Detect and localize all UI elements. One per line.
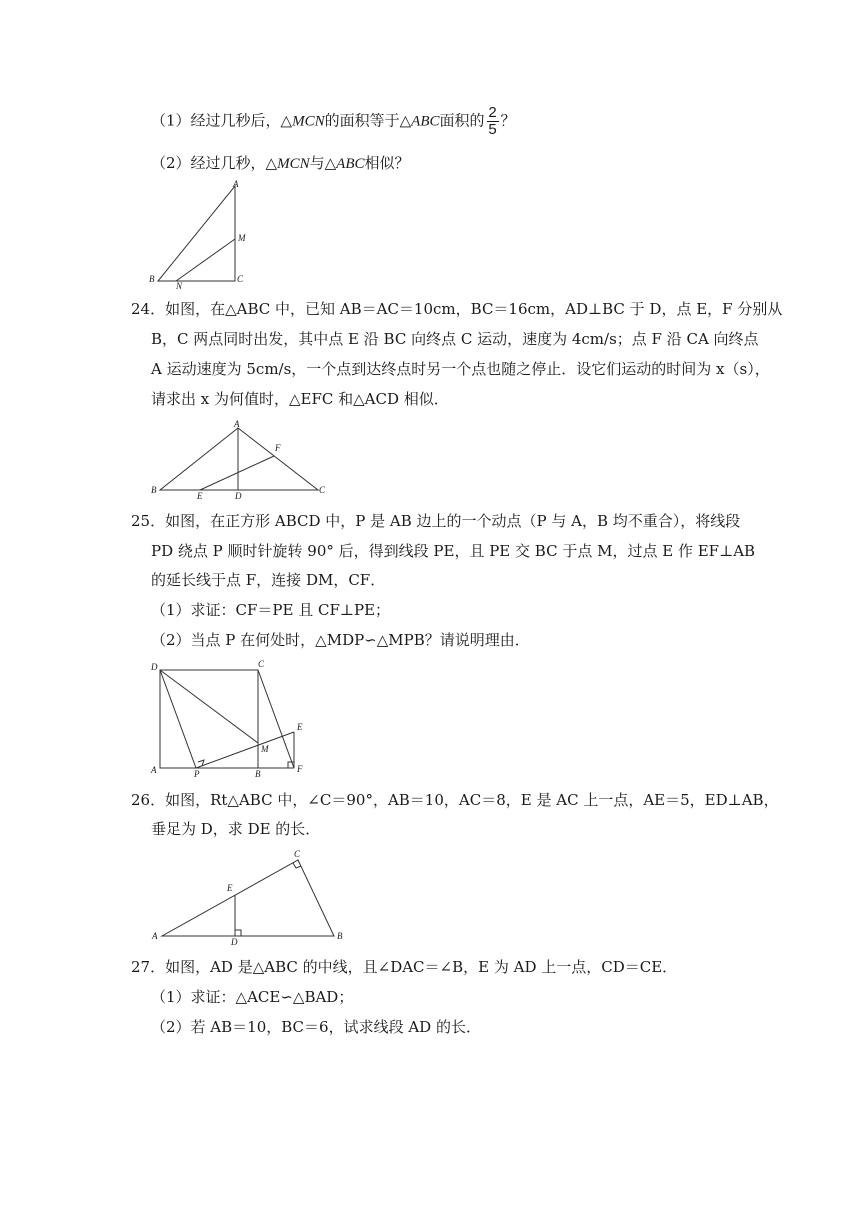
q25-line-1: 25．如图，在正方形 ABCD 中，P 是 AB 边上的一个动点（P 与 A，B 均不重合），将线段 — [131, 512, 741, 530]
q25-label-p: P — [194, 769, 200, 779]
fraction-denominator: 5 — [488, 121, 497, 138]
q24-triangle — [160, 428, 318, 490]
q25-label-m: M — [261, 744, 269, 754]
q26-figure — [148, 848, 348, 948]
q24-label-e: E — [197, 491, 203, 501]
q23-part1-mid: 的面积等于△ — [324, 111, 412, 130]
q25-label-d: D — [151, 662, 158, 672]
q26-line-2: 垂足为 D，求 DE 的长． — [151, 820, 321, 838]
q23-part1-pre: （1）经过几秒后，△ — [151, 111, 293, 130]
q23-label-a: A — [233, 179, 239, 189]
q23-part2-post: 相似？ — [364, 154, 410, 172]
q25-figure — [148, 658, 318, 780]
q24-line-2: B，C 两点同时出发，其中点 E 沿 BC 向终点 C 运动，速度为 4cm/s；点 F 沿 CA 向终点 — [151, 330, 759, 348]
q23-part1-t2: ABC — [411, 113, 440, 130]
q23-part2-mid: 与△ — [309, 154, 337, 172]
q23-part1 — [151, 106, 516, 137]
q23-label-n: N — [176, 281, 183, 291]
q26-label-e: E — [227, 883, 233, 893]
q25-line-4: （1）求证：CF＝PE 且 CF⊥PE； — [151, 601, 391, 619]
q25-label-c: C — [258, 659, 265, 669]
q23-part1-post: 面积的 — [439, 111, 485, 130]
q23-segment-mn — [176, 239, 235, 281]
q24-label-f: F — [275, 443, 281, 453]
q23-label-c: C — [237, 274, 244, 284]
q23-part2 — [151, 152, 410, 175]
q24-segment-ef — [200, 456, 274, 490]
q25-label-e: E — [297, 722, 303, 732]
q27-line-3: （2）若 AB＝10，BC＝6，试求线段 AD 的长． — [151, 1018, 481, 1036]
q23-part2-pre: （2）经过几秒，△ — [151, 154, 278, 172]
q25-square — [160, 670, 258, 768]
q25-label-a: A — [151, 765, 157, 775]
q24-line-1: 24．如图，在△ABC 中，已知 AB＝AC＝10cm，BC＝16cm，AD⊥BC 于 D，点 E，F 分别从 — [131, 300, 783, 318]
fraction-two-fifths — [487, 106, 499, 137]
q27-line-2: （1）求证：△ACE∽△BAD； — [151, 988, 354, 1006]
q25-label-f: F — [297, 764, 303, 774]
q24-label-c: C — [319, 485, 326, 495]
q24-label-d: D — [235, 491, 242, 501]
q26-label-c: C — [294, 849, 301, 859]
q26-label-d: D — [231, 937, 238, 947]
q23-label-b: B — [149, 274, 155, 284]
q25-line-3: 的延长线于点 F，连接 DM，CF． — [151, 571, 386, 589]
q23-figure — [140, 178, 260, 290]
q24-figure — [148, 418, 338, 500]
q23-part2-t2: ABC — [336, 156, 365, 172]
q23-part2-t1: MCN — [277, 156, 310, 172]
q23-label-m: M — [238, 233, 246, 243]
q24-line-3: A 运动速度为 5cm/s，一个点到达终点时另一个点也随之停止．设它们运动的时间为 x（s）， — [151, 360, 770, 378]
q25-line-2: PD 绕点 P 顺时针旋转 90° 后，得到线段 PE，且 PE 交 BC 于点 M，过点 E 作 EF⊥AB — [151, 542, 756, 560]
fraction-numerator: 2 — [488, 104, 497, 121]
q24-label-a: A — [234, 419, 240, 429]
q25-segment-pe — [196, 732, 294, 768]
q25-label-b: B — [255, 769, 261, 779]
q25-segment-dp — [160, 670, 196, 768]
q26-line-1: 26．如图，Rt△ABC 中，∠C＝90°，AB＝10，AC＝8，E 是 AC 上一点，AE＝5，ED⊥AB， — [131, 791, 779, 809]
q26-label-b: B — [337, 931, 343, 941]
q24-label-b: B — [151, 485, 157, 495]
q25-line-5: （2）当点 P 在何处时，△MDP∽△MPB？请说明理由． — [151, 631, 530, 649]
q26-triangle — [162, 860, 334, 936]
q27-line-1: 27．如图，AD 是△ABC 的中线，且∠DAC＝∠B，E 为 AD 上一点，CD＝CE． — [131, 958, 678, 976]
q23-part1-t1: MCN — [292, 113, 325, 130]
q26-label-a: A — [152, 931, 158, 941]
q25-segment-dm — [160, 670, 258, 743]
q23-part1-end: ？ — [500, 111, 516, 130]
q24-line-4: 请求出 x 为何值时，△EFC 和△ACD 相似． — [151, 390, 449, 408]
q26-right-angle-d — [235, 930, 241, 936]
